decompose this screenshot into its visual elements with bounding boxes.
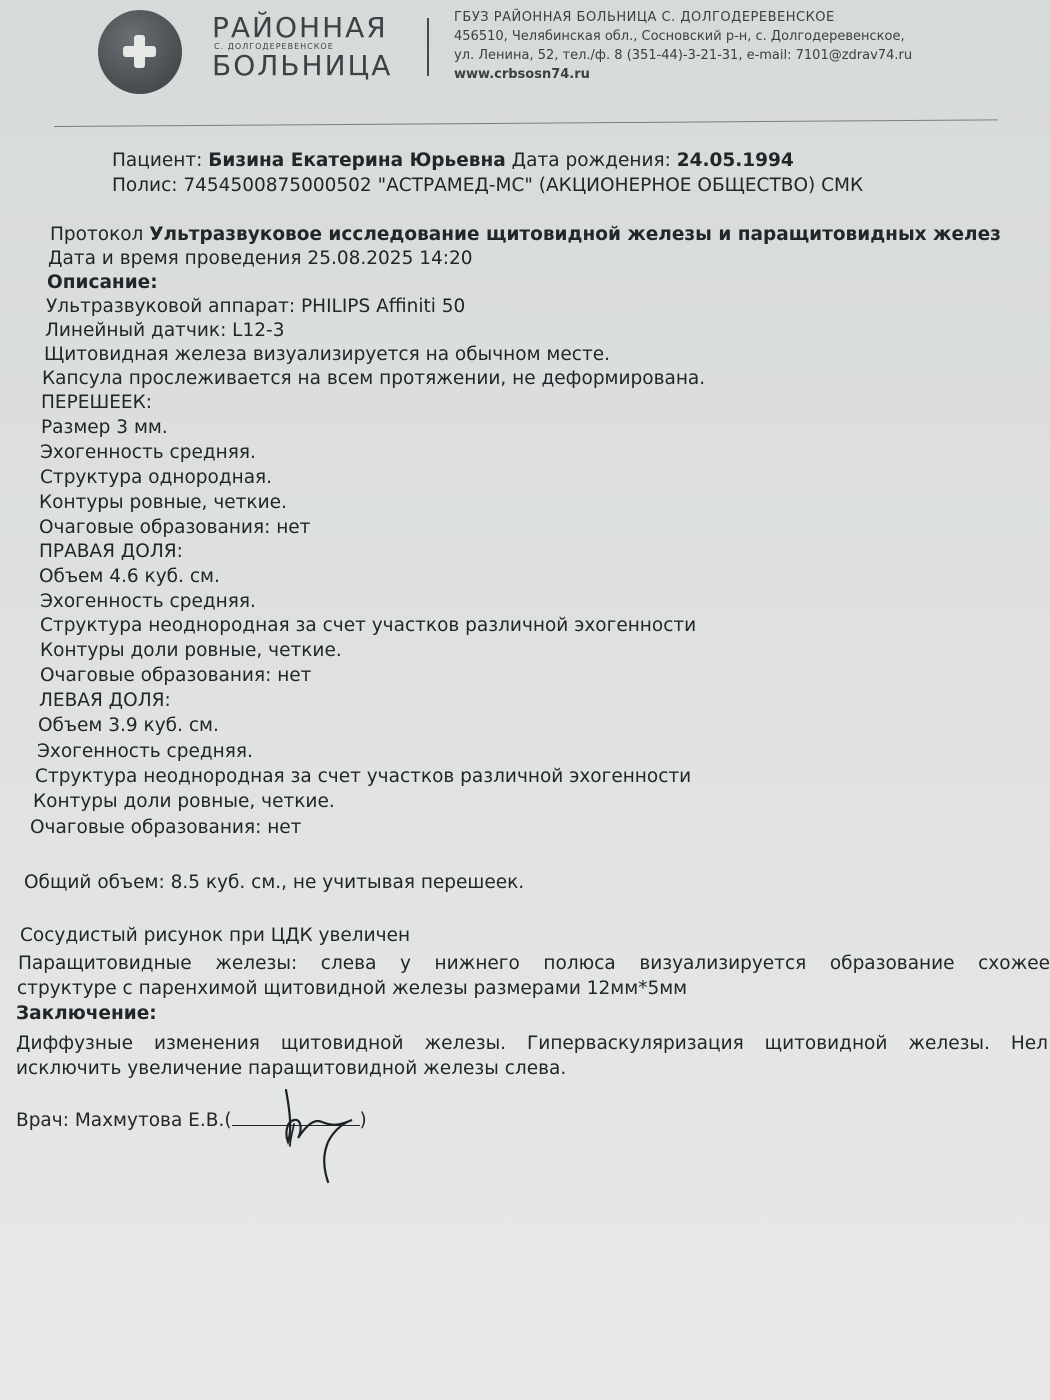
dob-label: Дата рождения:	[511, 150, 671, 171]
description-line: Размер 3 мм.	[41, 417, 168, 438]
description-line: Эхогенность средняя.	[40, 591, 256, 612]
doctor-signature	[228, 1082, 378, 1192]
description-line: Очаговые образования: нет	[30, 817, 302, 838]
description-line: Эхогенность средняя.	[37, 741, 253, 762]
description-line: Капсула прослеживается на всем протяжении, не деформирована.	[42, 368, 706, 389]
description-heading: Описание:	[47, 272, 158, 293]
protocol-label: Протокол	[50, 224, 144, 245]
logo-line2: БОЛЬНИЦА	[212, 49, 393, 82]
exam-datetime: Дата и время проведения 25.08.2025 14:20	[48, 248, 473, 269]
patient-line	[112, 150, 794, 171]
description-line: Структура однородная.	[40, 467, 273, 488]
total-volume: Общий объем: 8.5 куб. см., не учитывая перешеек.	[24, 872, 525, 893]
description-line: Контуры доли ровные, четкие.	[40, 640, 342, 661]
org-address-line1: 456510, Челябинская обл., Сосновский р-н, с. Долгодеревенское,	[454, 29, 905, 44]
parathyroid-line1: Паращитовидные железы: слева у нижнего полюса визуализируется образование схожее	[18, 953, 1050, 974]
patient-dob: 24.05.1994	[676, 150, 794, 171]
policy-line: Полис: 7454500875000502 "АСТРАМЕД-МС" (АКЦИОНЕРНОЕ ОБЩЕСТВО) СМК	[112, 175, 864, 196]
doctor-close: )	[359, 1110, 367, 1131]
org-name: ГБУЗ РАЙОННАЯ БОЛЬНИЦА С. ДОЛГОДЕРЕВЕНСКОЕ	[454, 10, 835, 25]
description-line: Объем 4.6 куб. см.	[39, 566, 220, 587]
description-line: Объем 3.9 куб. см.	[38, 715, 219, 736]
description-line: Контуры доли ровные, четкие.	[33, 791, 335, 812]
patient-name: Бизина Екатерина Юрьевна	[208, 150, 506, 171]
org-website: www.crbsosn74.ru	[454, 67, 590, 82]
doctor-label: Врач: Махмутова Е.В.(	[16, 1110, 232, 1131]
protocol-line	[50, 224, 1001, 245]
description-line: Линейный датчик: L12-3	[45, 320, 285, 341]
description-line: ПЕРЕШЕЕК:	[41, 392, 152, 413]
description-line: Очаговые образования: нет	[39, 517, 311, 538]
description-line: Контуры ровные, четкие.	[39, 492, 287, 513]
description-line: Щитовидная железа визуализируется на обычном месте.	[44, 344, 610, 365]
patient-label: Пациент:	[112, 150, 203, 171]
conclusion-line1: Диффузные изменения щитовидной железы. Гиперваскуляризация щитовидной железы. Нел	[16, 1033, 1048, 1054]
description-line: Эхогенность средняя.	[40, 442, 256, 463]
protocol-title: Ультразвуковое исследование щитовидной железы и паращитовидных желез	[149, 224, 1001, 245]
description-line: Очаговые образования: нет	[40, 665, 312, 686]
parathyroid-line2: структуре с паренхимой щитовидной железы размерами 12мм*5мм	[17, 978, 688, 999]
conclusion-line2: исключить увеличение паращитовидной железы слева.	[16, 1058, 567, 1079]
description-line: Структура неоднородная за счет участков различной эхогенности	[35, 766, 692, 787]
conclusion-heading: Заключение:	[16, 1003, 157, 1024]
logo-line1: РАЙОННАЯ	[212, 11, 388, 44]
description-line: ПРАВАЯ ДОЛЯ:	[39, 541, 183, 562]
org-address-line2: ул. Ленина, 52, тел./ф. 8 (351-44)-3-21-31, e-mail: 7101@zdrav74.ru	[454, 48, 913, 63]
vascular-pattern: Сосудистый рисунок при ЦДК увеличен	[20, 925, 411, 946]
description-line: Ультразвуковой аппарат: PHILIPS Affiniti 50	[46, 296, 466, 317]
description-line: ЛЕВАЯ ДОЛЯ:	[39, 690, 171, 711]
description-line: Структура неоднородная за счет участков различной эхогенности	[40, 615, 697, 636]
logo-small: С. ДОЛГОДЕРЕВЕНСКОЕ	[214, 42, 334, 51]
